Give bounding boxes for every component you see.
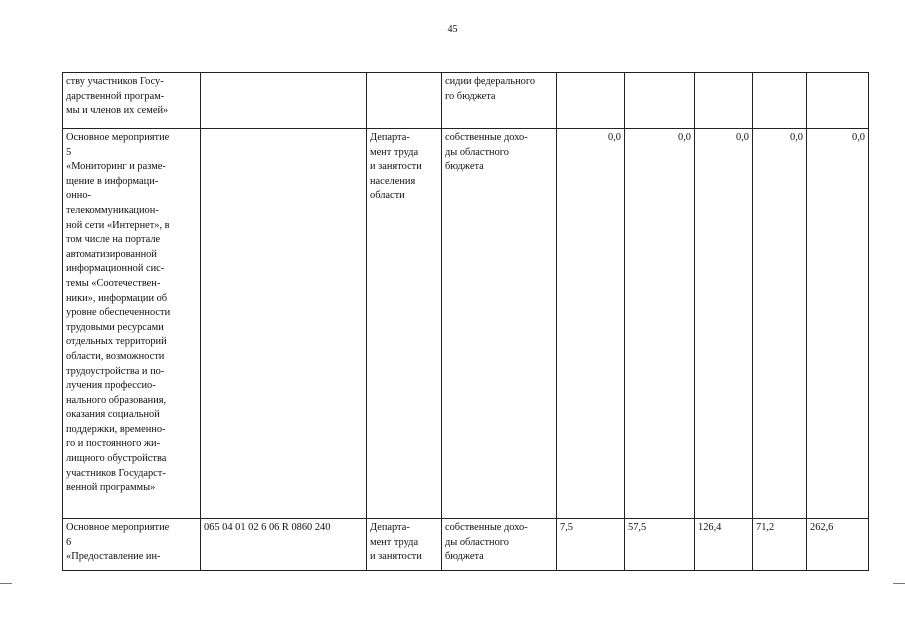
value-cell: 0,0 [625, 129, 695, 519]
value-cell: 0,0 [557, 129, 625, 519]
value-cell [753, 73, 807, 129]
executor-cell: Департа- мент труда и занятости населения области [367, 129, 442, 519]
value-cell: 262,6 [807, 519, 869, 571]
value-cell: 7,5 [557, 519, 625, 571]
table-row [63, 129, 869, 519]
value-cell: 57,5 [625, 519, 695, 571]
value-cell: 71,2 [753, 519, 807, 571]
executor-cell: Департа- мент труда и занятости [367, 519, 442, 571]
table-row [63, 73, 869, 129]
activity-cell: Основное мероприятие 6 «Предоставление ин- [63, 519, 201, 571]
funding-source-cell: сидии федерального го бюджета [442, 73, 557, 129]
funding-source-cell: собственные дохо- ды областного бюджета [442, 519, 557, 571]
funding-source-cell: собственные дохо- ды областного бюджета [442, 129, 557, 519]
activity-cell: Основное мероприятие 5 «Мониторинг и разме- щение в информаци- онно- телекоммуникацион- ной сети «Интернет», в том числе на портале автоматизированной информационной сис- темы «Соотечествен- ники», информации об уровне обеспеченности трудовыми ресурсами отдельных территорий области, возможности трудоустройства и по- лучения профессио- нального образования, оказания социальной поддержки, временно- го и постоянного жи- лищного обустройства участников Государст- венной программы» [63, 129, 201, 519]
table-row [63, 519, 869, 571]
activity-cell: ству участников Госу- дарственной програм- мы и членов их семей» [63, 73, 201, 129]
value-cell [695, 73, 753, 129]
value-cell [625, 73, 695, 129]
budget-code-cell [201, 73, 367, 129]
budget-code-cell: 065 04 01 02 6 06 R 0860 240 [201, 519, 367, 571]
scan-edge-mark [893, 583, 905, 584]
budget-table [62, 72, 869, 571]
value-cell: 0,0 [695, 129, 753, 519]
budget-code-cell [201, 129, 367, 519]
value-cell [557, 73, 625, 129]
value-cell: 0,0 [807, 129, 869, 519]
value-cell: 0,0 [753, 129, 807, 519]
executor-cell [367, 73, 442, 129]
scan-edge-mark [0, 583, 12, 584]
page-number: 45 [447, 24, 458, 35]
value-cell: 126,4 [695, 519, 753, 571]
value-cell [807, 73, 869, 129]
